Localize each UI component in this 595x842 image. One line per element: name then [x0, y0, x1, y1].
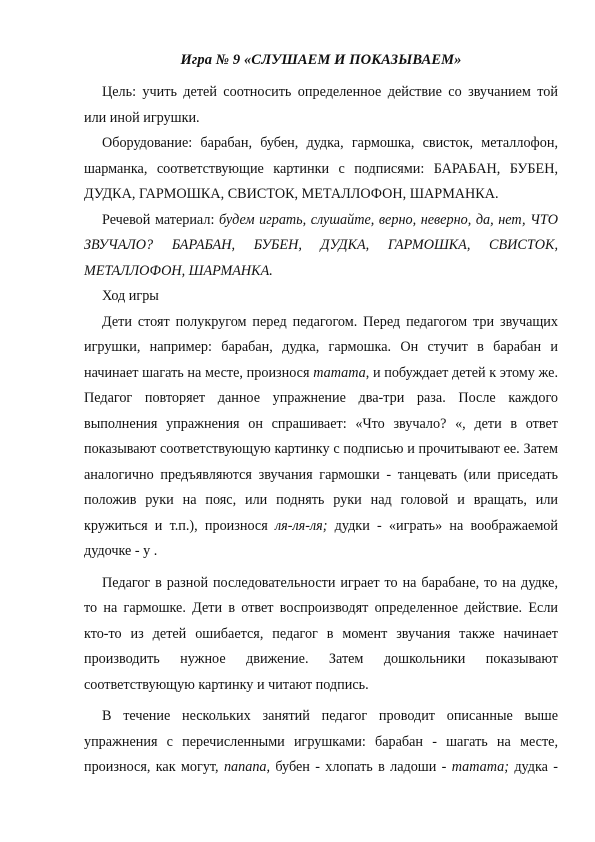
p1-text-c: , и побуждает детей к этому же. Педагог повторяет данное упражнение два-три раза. После каждого выполнения упражнения он спрашивает: «Что звучало? «, дети в ответ показывают соответствующую картинку с подписью и прочитывают ее. Затем аналогично предъявляются звучания гармошки - танцевать (или приседать положив руки на пояс, или поднять руки над головой и вращать, или кружиться и т.п.), произнося	[84, 364, 558, 534]
section-heading: Ход игры	[102, 288, 159, 304]
lessons-paragraph	[84, 704, 558, 781]
equipment-paragraph: Оборудование: барабан, бубен, дудка, гармошка, свисток, металлофон, шарманка, соответствующие картинки с подписями: БАРАБАН, БУБЕН, ДУДКА, ГАРМОШКА, СВИСТОК, МЕТАЛЛОФОН, ШАРМАНКА.	[84, 135, 558, 202]
p3-text-b: папапа,	[223, 759, 271, 775]
page-title: Игра № 9 «СЛУШАЕМ И ПОКАЗЫВАЕМ»	[180, 52, 462, 68]
game-variation-paragraph: Педагог в разной последовательности играет то на барабане, то на дудке, то на гармошке. Дети в ответ воспроизводят определенное действие. Если кто-то из детей ошибается, педагог в момент звучания также начинает производить нужное движение. Затем дошкольники показывают соответствующую картинку и читают подпись.	[84, 574, 558, 693]
speech-material-text: будем играть, слушайте, верно, неверно, да, нет, ЧТО ЗВУЧАЛО? БАРАБАН, БУБЕН, ДУДКА, ГАРМОШКА, СВИСТОК, МЕТАЛЛОФОН, ШАРМАНКА.	[84, 211, 559, 279]
p1-text-b: татата	[313, 364, 366, 381]
speech-material-paragraph	[84, 208, 558, 285]
p3-text-d: татата;	[451, 759, 509, 775]
p1-text-d: ля-ля-ля;	[274, 517, 328, 534]
p3-text-e: дудка -	[508, 759, 558, 775]
goal-paragraph: Цель: учить детей соотносить определенное действие со звучанием той или иной игрушки.	[84, 84, 558, 126]
p3-text-c: бубен - хлопать в ладоши -	[270, 759, 452, 775]
speech-material-label: Речевой материал:	[102, 211, 219, 228]
p1-text-a: Дети стоят полукругом перед педагогом. Перед педагогом три звучащих игрушки, например: барабан, дудка, гармошка. Он стучит в барабан и начинает шагать на месте, произнося	[84, 313, 558, 381]
p1-text-e: дудки - «играть» на воображаемой дудочке - у .	[84, 517, 558, 559]
p3-text-a: В течение нескольких занятий педагог проводит описанные выше упражнения с перечисленными игрушками: барабан - шагать на месте, произнося, как могут,	[84, 708, 558, 775]
game-description-paragraph	[84, 310, 558, 565]
